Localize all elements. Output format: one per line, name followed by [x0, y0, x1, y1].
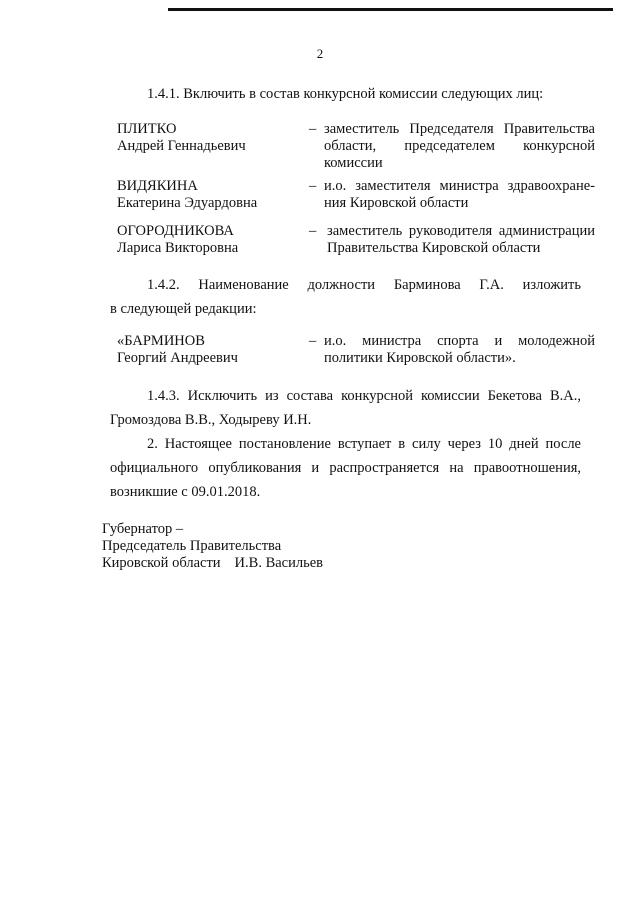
member-name	[117, 223, 307, 257]
member-role	[324, 121, 595, 172]
dash: –	[309, 121, 317, 137]
role-line: ния Кировской области	[324, 195, 469, 211]
signature-title-line1: Губернатор –	[102, 521, 184, 537]
role-line: политики Кировской области».	[324, 350, 516, 366]
role-line: и.о. заместителя министра здравоохране-	[324, 178, 595, 194]
member-role	[324, 178, 595, 212]
dash: –	[309, 333, 317, 349]
dash: –	[309, 223, 317, 239]
item-1-4-3-line2: Громоздова В.В., Ходыреву И.Н.	[110, 412, 312, 428]
top-rule	[168, 8, 613, 11]
signature-title-line3: Кировской области	[102, 555, 221, 571]
item-2-line1: 2. Настоящее постановление вступает в силу через 10 дней после	[147, 436, 581, 452]
signature-title-line2: Председатель Правительства	[102, 538, 282, 554]
member-name	[117, 178, 307, 212]
page-number: 2	[316, 46, 324, 61]
member-role	[327, 223, 595, 257]
item-2-line2: официального опубликования и распространяется на правоотношения,	[110, 460, 581, 476]
item-1-4-1: 1.4.1. Включить в состав конкурсной комиссии следующих лиц:	[147, 86, 544, 102]
item-1-4-2-line2: в следующей редакции:	[110, 301, 257, 317]
role-line: и.о. министра спорта и молодежной	[324, 333, 595, 349]
item-2-line3: возникшие с 09.01.2018.	[110, 484, 261, 500]
role-line: заместитель руководителя администрации	[327, 223, 595, 239]
member-given-names: Андрей Геннадьевич	[117, 138, 246, 154]
signature-title-line3-row	[102, 555, 323, 572]
role-line: заместитель Председателя Правительства	[324, 121, 595, 137]
member-given-names: Екатерина Эдуардовна	[117, 195, 258, 211]
member-surname: «БАРМИНОВ	[117, 333, 205, 349]
member-role	[324, 333, 595, 367]
member-name	[117, 121, 307, 155]
member-name	[117, 333, 307, 367]
item-1-4-2-line1: 1.4.2. Наименование должности Барминова Г.А. изложить	[147, 277, 581, 293]
dash: –	[309, 178, 317, 194]
role-line: комиссии	[324, 155, 383, 171]
item-1-4-3-line1: 1.4.3. Исключить из состава конкурсной комиссии Бекетова В.А.,	[147, 388, 581, 404]
member-surname: ВИДЯКИНА	[117, 178, 198, 194]
role-line: области, председателем конкурсной	[324, 138, 595, 154]
member-given-names: Лариса Викторовна	[117, 240, 239, 256]
member-surname: ПЛИТКО	[117, 121, 177, 137]
signature-block	[102, 521, 323, 572]
signature-name: И.В. Васильев	[234, 555, 323, 571]
role-line: Правительства Кировской области	[327, 240, 541, 256]
member-given-names: Георгий Андреевич	[117, 350, 238, 366]
member-surname: ОГОРОДНИКОВА	[117, 223, 234, 239]
